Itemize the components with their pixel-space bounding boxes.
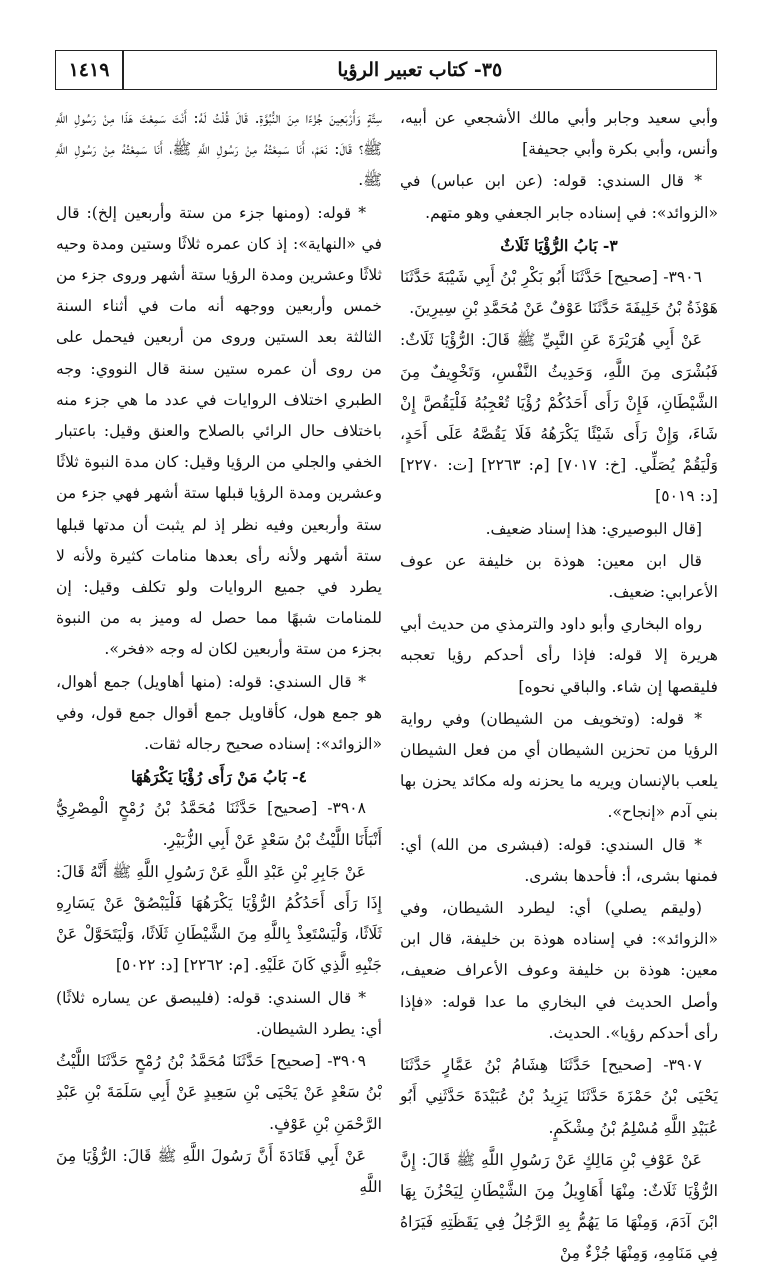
paragraph: * قال السندي: قوله: (عن ابن عباس) في «الزوائد»: في إسناده جابر الجعفي وهو متهم. xyxy=(400,172,718,222)
paragraph: قال ابن معين: هوذة بن خليفة عن عوف الأعرابي: ضعيف. xyxy=(400,551,718,602)
hadith-text: عَنْ أَبِي هُرَيْرَةَ عَنِ النَّبِيِّ ﷺ قَالَ: الرُّؤْيَا ثَلَاثٌ: فَبُشْرَى مِنَ اللَّهِ، وَحَدِيثُ النَّفْسِ، وَتَخْوِيفٌ مِنَ الشَّيْطَانِ، فَإِنْ رَأَى أَحَدُكُمْ رُؤْيَا تُعْجِبُهُ فَلْيَقُصَّ إِنْ شَاءَ، وَإِنْ رَأَى شَيْئًا يَكْرَهُهُ فَلَا يَقُصَّهُ عَلَى أَحَدٍ، وَلْيَقُمْ يُصَلِّي. [خ: ٧٠١٧] [م: ٢٢٦٣] [ت: ٢٢٧٠] [د: ٥٠١٩] xyxy=(400,331,718,506)
page-header xyxy=(55,50,717,90)
paragraph: * قال السندي: قوله: (فليبصق عن يساره ثلاثًا) أي: يطرد الشيطان. xyxy=(56,988,382,1038)
paragraph: وأبي سعيد وجابر وأبي مالك الأشجعي عن أبيه، وأنس، وأبي بكرة وأبي جحيفة] xyxy=(400,109,718,159)
paragraph: * قوله: (ومنها جزء من ستة وأربعين إلخ): قال في «النهاية»: إذ كان عمره ثلاثًا وستين ومدة وحيه ثلاثًا وعشرين ومدة الرؤيا ستة أشهر وروى جزء من خمس وأربعين ووجهه أنه مات في أثناء السنة الثالثة بعد الستين وروى من أربعين فيحمل على من روى أن عمره ستين سنة قال النووي: وجه الطبري اختلاف الروايات في عدد ما هي جزء منه باختلاف حال الرائي بالصلاح والعنق وقيل: باعتبار الخفي والجلي من الرؤيا وقيل: كان مدة النبوة ثلاثًا وعشرين ومدة الرؤيا قبلها ستة أشهر فهي جزء من ستة وأربعين وفيه نظر إذ لم يثبت أن مدتها قبلها ستة أشهر ولأنه رأى بعدها منامات كثيرة ولأنه لا يطرد في جميع الروايات ولو تكلف وقيل: إن للمنامات شبهًا مما حصل له وميز به من النبوة بجزء من ستة وأربعين لكان له وجه «فخر». xyxy=(56,203,382,659)
chapter-title: ٣٥- كتاب تعبير الرؤيا xyxy=(337,59,503,81)
hadith-text: سِتَّةٍ وَأَرْبَعِينَ جُزْءًا مِنَ النُّبُوَّةِ. قَالَ قُلْتُ لَهُ: أَنْتَ سَمِعْتَ هَذَا مِنْ رَسُولِ اللَّهِ ﷺ؟ قَالَ: نَعَمْ، أَنَا سَمِعْتُهُ مِنْ رَسُولِ اللَّهِ ﷺ، أَنَا سَمِعْتُهُ مِنْ رَسُولِ اللَّهِ ﷺ. xyxy=(56,109,382,190)
hadith-isnad: ٣٩٠٩- [صحيح] حَدَّثَنَا مُحَمَّدُ بْنُ رُمْحٍ حَدَّثَنَا اللَّيْثُ بْنُ سَعْدٍ عَنْ يَحْيَى بْنِ سَعِيدٍ عَنْ أَبِي سَلَمَةَ بْنِ عَبْدِ الرَّحْمَنِ بْنِ عَوْفٍ. xyxy=(56,1052,382,1133)
chapter-heading: ٤- بَابُ مَنْ رَأَى رُؤْيَا يَكْرَهُهَا xyxy=(131,767,307,787)
left-column xyxy=(56,103,382,1196)
hadith-text: عَنْ عَوْفِ بْنِ مَالِكٍ عَنْ رَسُولِ اللَّهِ ﷺ قَالَ: إِنَّ الرُّؤْيَا ثَلَاثٌ: مِنْهَا أَهَاوِيلُ مِنَ الشَّيْطَانِ لِيَحْزُنَ بِهَا ابْنَ آدَمَ، وَمِنْهَا مَا يَهُمُّ بِهِ الرَّجُلُ فِي يَقَظَتِهِ فَيَرَاهُ فِي مَنَامِهِ، وَمِنْهَا جُزْءٌ مِنْ xyxy=(400,1150,718,1263)
paragraph: [قال البوصيري: هذا إسناد ضعيف. xyxy=(485,519,702,538)
hadith-isnad: ٣٩٠٨- [صحيح] حَدَّثَنَا مُحَمَّدُ بْنُ رُمْحٍ الْمِصْرِيُّ أَنْبَأَنَا اللَّيْثُ بْنُ سَعْدٍ عَنْ أَبِي الزُّبَيْرِ. xyxy=(56,799,382,849)
paragraph: * قوله: (وتخويف من الشيطان) وفي رواية الرؤيا من تحزين الشيطان أي من فعل الشيطان يلعب بالإنسان ويريه ما يحزنه وله مكائد يحزن بها بني آدم «إنجاح». xyxy=(400,709,718,822)
header-divider xyxy=(122,51,124,89)
hadith-isnad: ٣٩٠٦- [صحيح] حَدَّثَنَا أَبُو بَكْرِ بْنُ أَبِي شَيْبَةَ حَدَّثَنَا هَوْذَةُ بْنُ خَلِيفَةَ حَدَّثَنَا عَوْفٌ عَنْ مُحَمَّدِ بْنِ سِيرِينَ. xyxy=(400,268,718,318)
hadith-text: عَنْ أَبِي قَتَادَةَ أَنَّ رَسُولَ اللَّهِ ﷺ قَالَ: الرُّؤْيَا مِنَ اللَّهِ xyxy=(56,1146,382,1196)
right-column xyxy=(400,103,718,1263)
hadith-isnad: ٣٩٠٧- [صحيح] حَدَّثَنَا هِشَامُ بْنُ عَمَّارٍ حَدَّثَنَا يَحْيَى بْنُ حَمْزَةَ حَدَّثَنَا يَزِيدُ بْنُ عُبَيْدَةَ حَدَّثَنِي أَبُو عُبَيْدِ اللَّهِ مُسْلِمُ بْنُ مِشْكَمٍ. xyxy=(400,1056,718,1137)
paragraph: * قال السندي: قوله: (منها أهاويل) جمع أهوال، هو جمع هول، كأقاويل جمع أقوال جمع قول، وفي «الزوائد»: إسناده صحيح رجاله ثقات. xyxy=(56,672,382,754)
paragraph: * قال السندي: قوله: (فبشرى من الله) أي: فمنها بشرى، أ: فأحدها بشرى. xyxy=(400,835,718,885)
chapter-heading: ٣- بَابُ الرُّؤْيَا ثَلَاثٌ xyxy=(500,235,618,255)
paragraph: (وليقم يصلي) أي: ليطرد الشيطان، وفي «الزوائد»: في إسناده هوذة بن خليفة، قال ابن معين: هوذة بن خليفة وعوف الأعراف ضعيف، وأصل الحديث في البخاري ما عدا قوله: «فإذا رأى أحدكم رؤيا». الحديث. xyxy=(400,899,718,1042)
hadith-text: عَنْ جَابِرِ بْنِ عَبْدِ اللَّهِ عَنْ رَسُولِ اللَّهِ ﷺ أَنَّهُ قَالَ: إِذَا رَأَى أَحَدُكُمُ الرُّؤْيَا يَكْرَهُهَا فَلْيَبْصُقْ عَنْ يَسَارِهِ ثَلَاثًا، وَلْيَسْتَعِذْ بِاللَّهِ مِنَ الشَّيْطَانِ ثَلَاثًا، وَلْيَتَحَوَّلْ عَنْ جَنْبِهِ الَّذِي كَانَ عَلَيْهِ. [م: ٢٢٦٢] [د: ٥٠٢٢] xyxy=(56,862,382,975)
paragraph: رواه البخاري وأبو داود والترمذي من حديث أبي هريرة إلا قوله: فإذا رأى أحدكم رؤيا تعجبه فليقصها إن شاء. والباقي نحوه] xyxy=(400,615,718,696)
page-number: ١٤١٩ xyxy=(68,59,110,81)
